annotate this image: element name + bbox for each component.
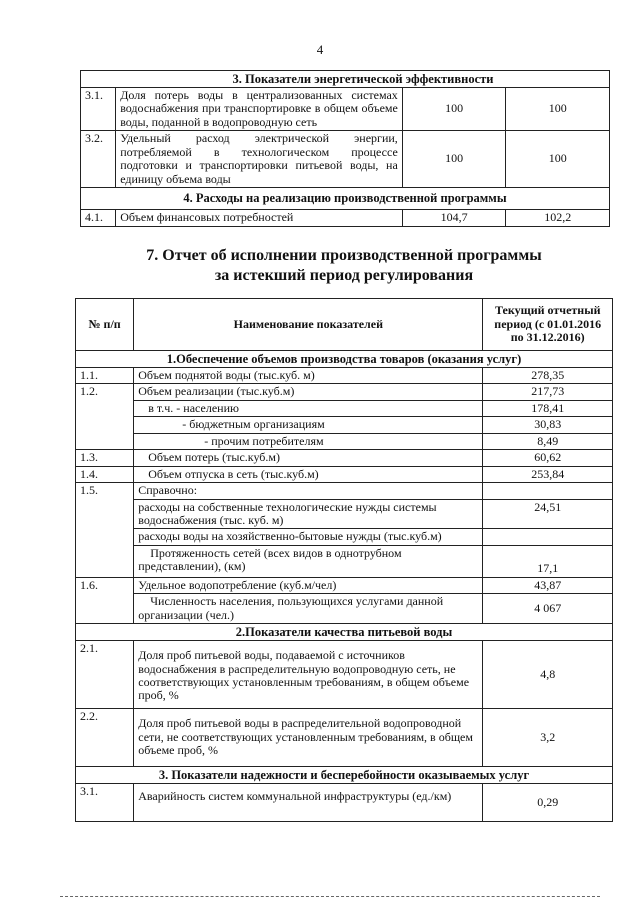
- table-header-row: [76, 299, 613, 351]
- row-value: 100: [402, 88, 506, 131]
- program-report-table: [75, 298, 613, 822]
- row-number: 3.1.: [81, 88, 116, 131]
- row-number: 2.2.: [76, 709, 134, 767]
- table-row: [76, 417, 613, 433]
- page-number: 4: [316, 42, 324, 57]
- table-row: [76, 450, 613, 466]
- table-row: [81, 71, 610, 88]
- section-header: 4. Расходы на реализацию производственной программы: [81, 188, 610, 210]
- report-title-line1: 7. Отчет об исполнении производственной программы: [146, 247, 542, 264]
- row-description: Объем финансовых потребностей: [116, 210, 403, 226]
- section-header: 3. Показатели надежности и бесперебойности оказываемых услуг: [76, 767, 613, 784]
- row-description: Объем отпуска в сеть (тыс.куб.м): [134, 466, 483, 482]
- header-number: № п/п: [76, 299, 134, 351]
- row-value: 253,84: [483, 466, 613, 482]
- table-row: [76, 368, 613, 384]
- row-value: 178,41: [483, 400, 613, 416]
- row-description: Доля проб питьевой воды в распределительной водопроводной сети, не соответствующих установленным требованиям, в общем объеме проб, %: [134, 709, 483, 767]
- row-value: 102,2: [506, 210, 610, 226]
- row-value: [483, 529, 613, 545]
- page-edge-divider: [60, 896, 600, 899]
- section-header: 3. Показатели энергетической эффективности: [81, 71, 610, 88]
- table-row: [76, 594, 613, 624]
- table-row: [81, 210, 610, 226]
- row-value: 3,2: [483, 709, 613, 767]
- row-number: 1.3.: [76, 450, 134, 466]
- row-value: 24,51: [483, 499, 613, 529]
- row-value: 30,83: [483, 417, 613, 433]
- row-number: 3.1.: [76, 784, 134, 822]
- row-value: 8,49: [483, 433, 613, 449]
- table-row: [76, 784, 613, 822]
- table-row: [76, 529, 613, 545]
- report-title: [0, 246, 640, 286]
- row-description: Доля проб питьевой воды, подаваемой с источников водоснабжения в распределительную водопроводную сеть, не соответствующих установленным требованиям, в общем объеме проб, %: [134, 641, 483, 709]
- section-header: 1.Обеспечение объемов производства товаров (оказания услуг): [76, 351, 613, 368]
- table-row: [76, 499, 613, 529]
- row-value: 100: [506, 88, 610, 131]
- table-row: [76, 400, 613, 416]
- row-description: - прочим потребителям: [134, 433, 483, 449]
- section-header: 2.Показатели качества питьевой воды: [76, 624, 613, 641]
- row-value: 104,7: [402, 210, 506, 226]
- row-number: 1.2.: [76, 384, 134, 450]
- table-row: [76, 545, 613, 577]
- row-description: Удельный расход электрической энергии, потребляемой в технологическом процессе подготовки и транспортировки питьевой воды, на единицу объема воды: [116, 131, 403, 188]
- row-value: 60,62: [483, 450, 613, 466]
- row-value: 278,35: [483, 368, 613, 384]
- row-value: 100: [402, 131, 506, 188]
- row-number: 3.2.: [81, 131, 116, 188]
- row-description: расходы воды на хозяйственно-бытовые нужды (тыс.куб.м): [134, 529, 483, 545]
- table-row: [76, 433, 613, 449]
- row-description: Справочно:: [134, 483, 483, 499]
- table-row: [76, 483, 613, 499]
- row-description: Доля потерь воды в централизованных системах водоснабжения при транспортировке в общем объеме воды, поданной в водопроводную сеть: [116, 88, 403, 131]
- row-number: 1.4.: [76, 466, 134, 482]
- report-title-line2: за истекший период регулирования: [214, 267, 474, 284]
- row-value: 17,1: [483, 545, 613, 577]
- table-row: [76, 624, 613, 641]
- row-number: 1.6.: [76, 577, 134, 623]
- row-number: 1.5.: [76, 483, 134, 578]
- row-description: Аварийность систем коммунальной инфраструктуры (ед./км): [134, 784, 483, 822]
- row-value: 0,29: [483, 784, 613, 822]
- row-description: Удельное водопотребление (куб.м/чел): [134, 577, 483, 593]
- table-row: [76, 767, 613, 784]
- row-value: 217,73: [483, 384, 613, 400]
- row-number: 1.1.: [76, 368, 134, 384]
- row-number: 2.1.: [76, 641, 134, 709]
- table-row: [76, 641, 613, 709]
- table-row: [76, 577, 613, 593]
- row-value: 4 067: [483, 594, 613, 624]
- row-description: Объем потерь (тыс.куб.м): [134, 450, 483, 466]
- table-row: [81, 188, 610, 210]
- row-description: Протяженность сетей (всех видов в однотрубном представлении), (км): [134, 545, 483, 577]
- row-description: Объем реализации (тыс.куб.м): [134, 384, 483, 400]
- row-value: 4,8: [483, 641, 613, 709]
- row-value: 100: [506, 131, 610, 188]
- header-name: Наименование показателей: [134, 299, 483, 351]
- table-row: [81, 88, 610, 131]
- table-row: [76, 466, 613, 482]
- table-row: [81, 131, 610, 188]
- table-row: [76, 709, 613, 767]
- row-number: 4.1.: [81, 210, 116, 226]
- row-description: расходы на собственные технологические нужды системы водоснабжения (тыс. куб. м): [134, 499, 483, 529]
- header-period: Текущий отчетный период (с 01.01.2016 по 31.12.2016): [483, 299, 613, 351]
- row-value: 43,87: [483, 577, 613, 593]
- row-description: Численность населения, пользующихся услугами данной организации (чел.): [134, 594, 483, 624]
- row-description: - бюджетным организациям: [134, 417, 483, 433]
- table-row: [76, 351, 613, 368]
- table-row: [76, 384, 613, 400]
- row-description: в т.ч. - населению: [134, 400, 483, 416]
- row-value: [483, 483, 613, 499]
- row-description: Объем поднятой воды (тыс.куб. м): [134, 368, 483, 384]
- energy-efficiency-table: [80, 70, 610, 227]
